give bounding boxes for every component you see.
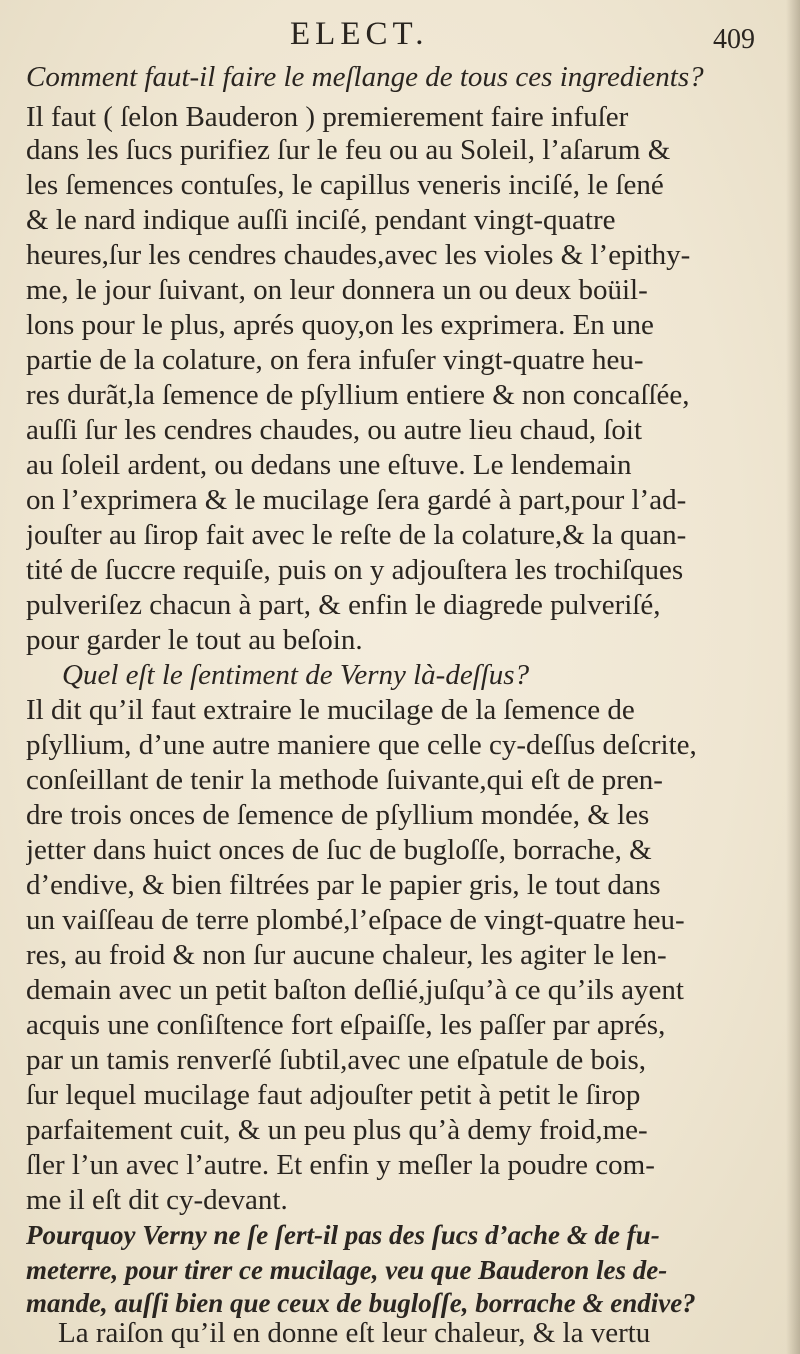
text-line: ſur lequel mucilage faut adjouſter petit à petit le ſirop [26, 1079, 641, 1111]
text-line: au ſoleil ardent, ou dedans une eſtuve. Le lendemain [26, 449, 632, 481]
text-line: par un tamis renverſé ſubtil,avec une eſpatule de bois, [26, 1044, 647, 1076]
question-heading: Quel eſt le ſentiment de Verny là-deſſus? [62, 659, 530, 691]
text-line: dans les ſucs purifiez ſur le feu ou au Soleil, l’aſarum & [26, 134, 671, 166]
text-line: jetter dans huict onces de ſuc de bugloſſe, borrache, & [26, 834, 652, 866]
question-heading: meterre, pour tirer ce mucilage, veu que Bauderon les de- [26, 1255, 668, 1285]
text-line: Il faut ( ſelon Bauderon ) premierement faire infuſer [26, 101, 629, 133]
page-number: 409 [713, 24, 755, 55]
question-heading: Comment faut-il faire le meſlange de tous ces ingredients? [26, 61, 704, 93]
text-line: pour garder le tout au beſoin. [26, 624, 363, 656]
text-line: demain avec un petit baſton deſlié,juſqu’à ce qu’ils ayent [26, 974, 684, 1006]
page-gutter-shadow [786, 0, 800, 1354]
text-line: res durãt,la ſemence de pſyllium entiere & non concaſſée, [26, 379, 690, 411]
text-line: d’endive, & bien filtrées par le papier gris, le tout dans [26, 869, 661, 901]
question-heading: Pourquoy Verny ne ſe ſert-il pas des ſucs d’ache & de fu- [26, 1220, 660, 1250]
text-line: on l’exprimera & le mucilage ſera gardé à part,pour l’ad- [26, 484, 687, 516]
text-line: & le nard indique auſſi inciſé, pendant vingt-quatre [26, 204, 616, 236]
text-line: lons pour le plus, aprés quoy,on les exprimera. En une [26, 309, 654, 341]
text-line: jouſter au ſirop fait avec le reſte de la colature,& la quan- [26, 519, 687, 551]
text-line: me il eſt dit cy-devant. [26, 1184, 288, 1216]
text-line: un vaiſſeau de terre plombé,l’eſpace de vingt-quatre heu- [26, 904, 685, 936]
text-line: La raiſon qu’il en donne eſt leur chaleur, & la vertu [58, 1317, 651, 1349]
text-line: Il dit qu’il faut extraire le mucilage de la ſemence de [26, 694, 635, 726]
text-line: pſyllium, d’une autre maniere que celle cy-deſſus deſcrite, [26, 729, 697, 761]
text-line: me, le jour ſuivant, on leur donnera un ou deux boüil- [26, 274, 648, 306]
text-line: res, au froid & non ſur aucune chaleur, les agiter le len- [26, 939, 667, 971]
text-line: heures,ſur les cendres chaudes,avec les violes & l’epithy- [26, 239, 691, 271]
text-line: dre trois onces de ſemence de pſyllium mondée, & les [26, 799, 650, 831]
running-head: ELECT. [290, 16, 429, 52]
text-line: ſler l’un avec l’autre. Et enfin y meſler la poudre com- [26, 1149, 655, 1181]
page-header [0, 14, 800, 58]
text-line: les ſemences contuſes, le capillus veneris inciſé, le ſené [26, 169, 664, 201]
text-line: parfaitement cuit, & un peu plus qu’à demy froid,me- [26, 1114, 648, 1146]
question-heading: mande, auſſi bien que ceux de bugloſſe, borrache & endive? [26, 1288, 696, 1318]
text-line: acquis une conſiſtence fort eſpaiſſe, les paſſer par aprés, [26, 1009, 666, 1041]
text-line: auſſi ſur les cendres chaudes, ou autre lieu chaud, ſoit [26, 414, 643, 446]
text-line: tité de ſuccre requiſe, puis on y adjouſtera les trochiſques [26, 554, 684, 586]
text-line: partie de la colature, on fera infuſer vingt-quatre heu- [26, 344, 644, 376]
text-line: pulveriſez chacun à part, & enfin le diagrede pulveriſé, [26, 589, 661, 621]
text-line: conſeillant de tenir la methode ſuivante,qui eſt de pren- [26, 764, 663, 796]
